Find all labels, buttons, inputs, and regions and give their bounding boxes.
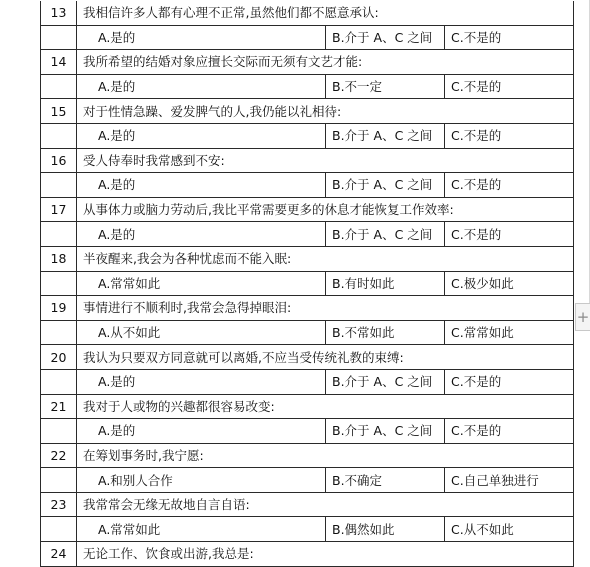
option-c: C.极少如此 <box>445 271 574 296</box>
question-text: 无论工作、饮食或出游,我总是: <box>77 542 574 567</box>
option-a: A.是的 <box>77 369 326 394</box>
question-row <box>41 197 574 222</box>
option-a: A.是的 <box>77 74 326 99</box>
question-text: 事情进行不顺利时,我常会急得掉眼泪: <box>77 296 574 321</box>
blank-cell <box>41 320 77 345</box>
option-b: B.有时如此 <box>326 271 445 296</box>
options-row <box>41 74 574 99</box>
option-c: C.不是的 <box>445 74 574 99</box>
options-row <box>41 369 574 394</box>
option-c: C.不是的 <box>445 123 574 148</box>
option-c: C.常常如此 <box>445 320 574 345</box>
options-row <box>41 468 574 493</box>
options-row <box>41 222 574 247</box>
question-number: 20 <box>41 345 77 370</box>
option-b: B.介于 A、C 之间 <box>326 369 445 394</box>
options-row <box>41 419 574 444</box>
question-number: 18 <box>41 246 77 271</box>
option-a: A.从不如此 <box>77 320 326 345</box>
options-row <box>41 517 574 542</box>
options-row <box>41 271 574 296</box>
option-a: A.是的 <box>77 173 326 198</box>
option-a: A.是的 <box>77 25 326 50</box>
options-row <box>41 320 574 345</box>
option-b: B.介于 A、C 之间 <box>326 123 445 148</box>
question-text: 半夜醒来,我会为各种忧虑而不能入眠: <box>77 246 574 271</box>
question-row <box>41 542 574 567</box>
question-text: 从事体力或脑力劳动后,我比平常需要更多的休息才能恢复工作效率: <box>77 197 574 222</box>
blank-cell <box>41 173 77 198</box>
option-b: B.不常如此 <box>326 320 445 345</box>
blank-cell <box>41 419 77 444</box>
question-text: 我常常会无缘无故地自言自语: <box>77 492 574 517</box>
question-number: 23 <box>41 492 77 517</box>
option-b: B.偶然如此 <box>326 517 445 542</box>
option-a: A.和别人合作 <box>77 468 326 493</box>
question-row <box>41 296 574 321</box>
option-a: A.常常如此 <box>77 517 326 542</box>
option-a: A.是的 <box>77 123 326 148</box>
option-b: B.介于 A、C 之间 <box>326 25 445 50</box>
blank-cell <box>41 468 77 493</box>
options-row <box>41 173 574 198</box>
question-number: 15 <box>41 99 77 124</box>
page-top-edge <box>0 0 590 1</box>
question-row <box>41 492 574 517</box>
question-text: 对于性情急躁、爱发脾气的人,我仍能以礼相待: <box>77 99 574 124</box>
question-text: 我所希望的结婚对象应擅长交际而无须有文艺才能: <box>77 50 574 75</box>
option-c: C.不是的 <box>445 25 574 50</box>
blank-cell <box>41 369 77 394</box>
question-number: 22 <box>41 443 77 468</box>
plus-icon: + <box>576 308 590 326</box>
question-row <box>41 246 574 271</box>
question-row <box>41 394 574 419</box>
question-number: 24 <box>41 542 77 567</box>
option-c: C.不是的 <box>445 369 574 394</box>
question-row <box>41 443 574 468</box>
question-number: 14 <box>41 50 77 75</box>
question-row <box>41 99 574 124</box>
option-b: B.不一定 <box>326 74 445 99</box>
option-c: C.不是的 <box>445 173 574 198</box>
option-c: C.不是的 <box>445 222 574 247</box>
question-number: 16 <box>41 148 77 173</box>
question-text: 我认为只要双方同意就可以离婚,不应当受传统礼教的束缚: <box>77 345 574 370</box>
option-c: C.从不如此 <box>445 517 574 542</box>
question-number: 19 <box>41 296 77 321</box>
option-b: B.介于 A、C 之间 <box>326 419 445 444</box>
option-c: C.不是的 <box>445 419 574 444</box>
option-c: C.自己单独进行 <box>445 468 574 493</box>
question-text: 在筹划事务时,我宁愿: <box>77 443 574 468</box>
blank-cell <box>41 74 77 99</box>
option-a: A.常常如此 <box>77 271 326 296</box>
option-a: A.是的 <box>77 222 326 247</box>
question-row <box>41 345 574 370</box>
blank-cell <box>41 222 77 247</box>
question-row <box>41 148 574 173</box>
questionnaire-table <box>40 0 574 567</box>
question-text: 我相信许多人都有心理不正常,虽然他们都不愿意承认: <box>77 1 574 26</box>
question-row <box>41 1 574 26</box>
question-number: 17 <box>41 197 77 222</box>
question-row <box>41 50 574 75</box>
question-number: 21 <box>41 394 77 419</box>
option-b: B.不确定 <box>326 468 445 493</box>
options-row <box>41 123 574 148</box>
option-b: B.介于 A、C 之间 <box>326 173 445 198</box>
option-a: A.是的 <box>77 419 326 444</box>
option-b: B.介于 A、C 之间 <box>326 222 445 247</box>
side-expand-button[interactable] <box>575 303 590 331</box>
blank-cell <box>41 271 77 296</box>
question-text: 受人侍奉时我常感到不安: <box>77 148 574 173</box>
question-number: 13 <box>41 1 77 26</box>
options-row <box>41 25 574 50</box>
blank-cell <box>41 25 77 50</box>
question-text: 我对于人或物的兴趣都很容易改变: <box>77 394 574 419</box>
blank-cell <box>41 517 77 542</box>
blank-cell <box>41 123 77 148</box>
